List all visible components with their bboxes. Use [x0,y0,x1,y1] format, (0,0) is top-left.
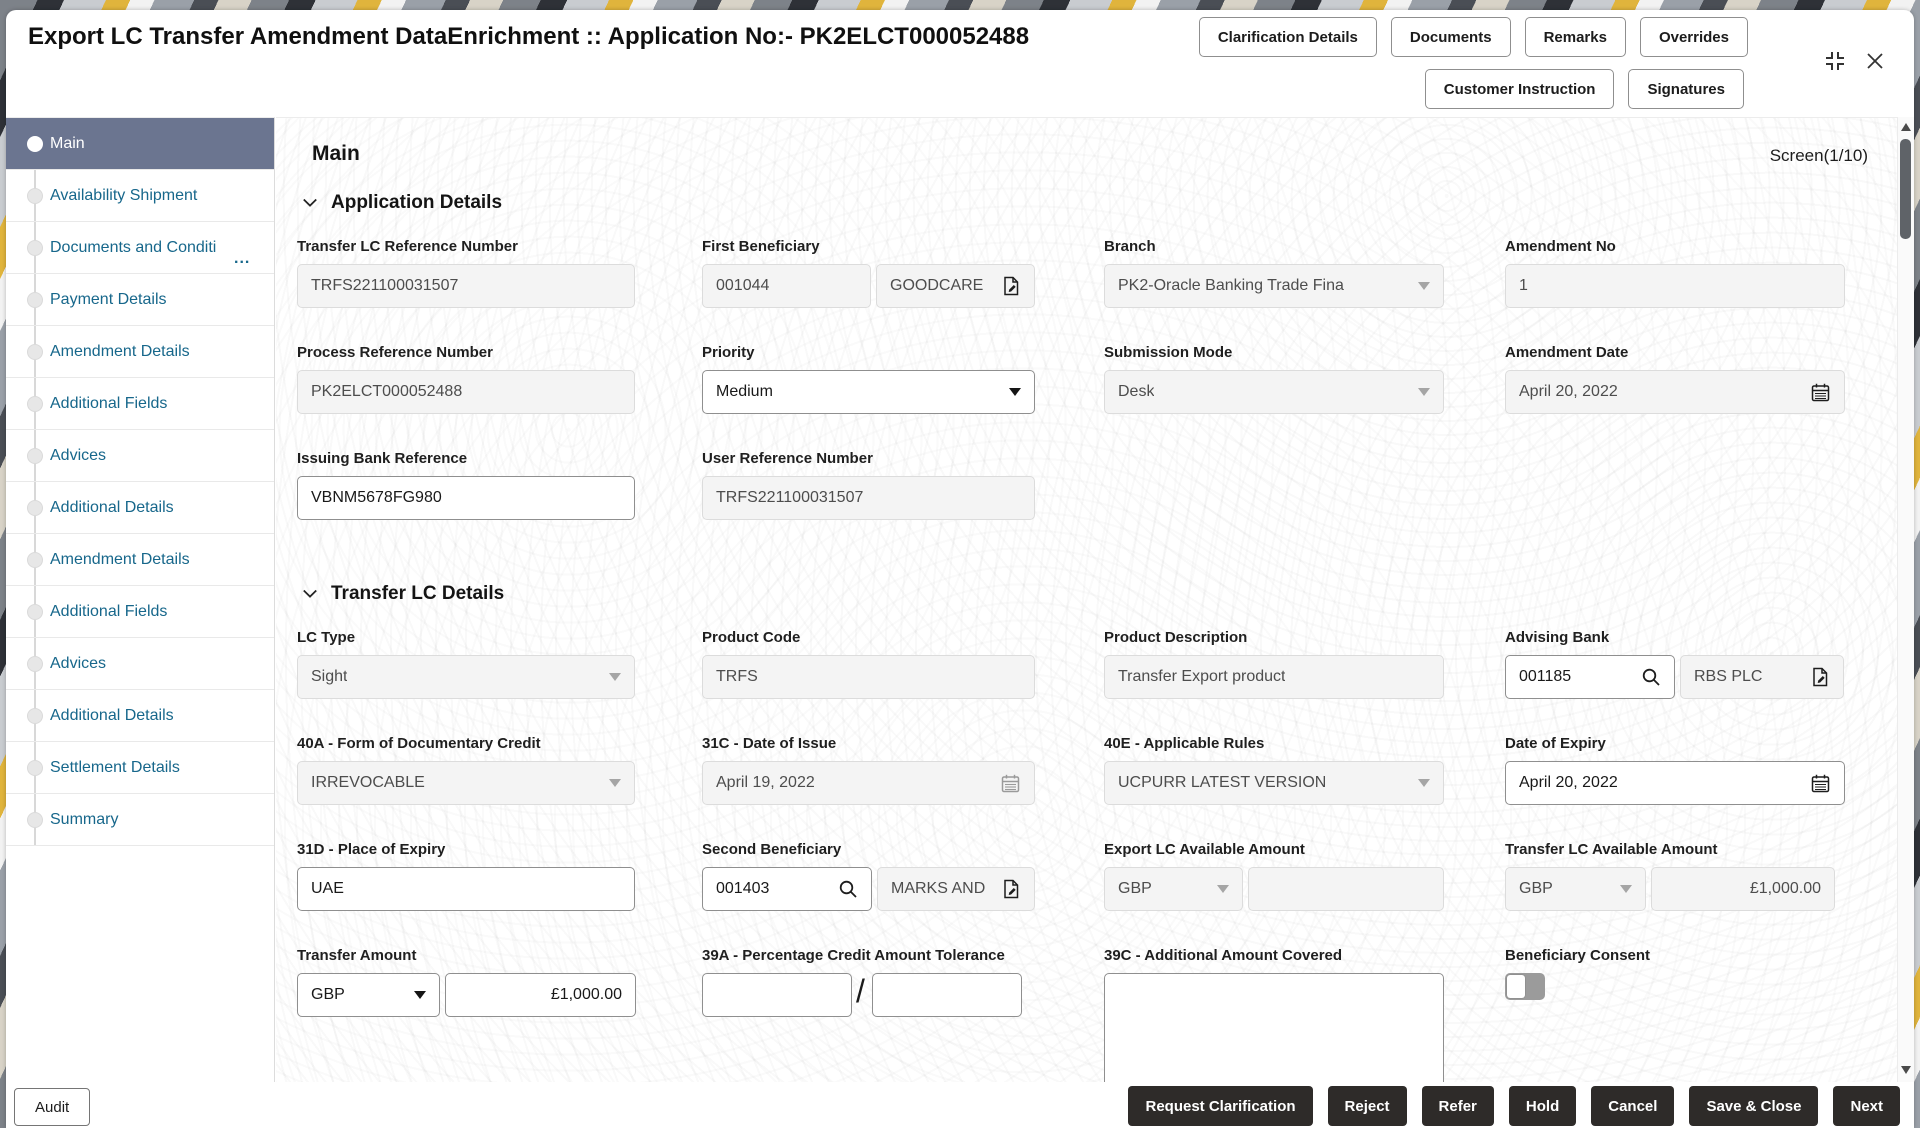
field-amendment-date: Amendment Date April 20, 2022 [1505,344,1845,414]
sidebar-item-settlement-details[interactable]: Settlement Details [6,742,274,794]
step-bullet [27,552,43,568]
transfer-lc-available-amount-input[interactable]: £1,000.00 [1651,867,1835,911]
first-beneficiary-code-input[interactable]: 001044 [702,264,871,308]
first-beneficiary-name-input[interactable]: GOODCARE [876,264,1035,308]
step-bullet [27,396,43,412]
advising-bank-code-input[interactable]: 001185 [1505,655,1675,699]
sidebar-item-payment-details[interactable]: Payment Details [6,274,274,326]
user-reference-input[interactable]: TRFS221100031507 [702,476,1035,520]
sidebar-item-additional-details[interactable]: Additional Details [6,482,274,534]
field-second-beneficiary: Second Beneficiary 001403 MARKS AND [702,841,1035,911]
transfer-lc-details-section-header[interactable]: Transfer LC Details [302,583,504,605]
collapse-icon[interactable] [1822,48,1848,74]
customer-instruction-button[interactable]: Customer Instruction [1425,69,1615,109]
advising-bank-name-input[interactable]: RBS PLC [1680,655,1844,699]
field-place-of-expiry: 31D - Place of Expiry UAE [297,841,635,911]
export-lc-available-amount-input[interactable] [1248,867,1444,911]
clarification-details-button[interactable]: Clarification Details [1199,17,1377,57]
calendar-icon[interactable] [1810,382,1831,403]
calendar-icon[interactable] [1810,773,1831,794]
chevron-down-icon [1620,885,1632,893]
overrides-button[interactable]: Overrides [1640,17,1748,57]
sidebar-item-documents-and-conditions[interactable]: Documents and Conditi ... [6,222,274,274]
chevron-down-icon [1418,282,1430,290]
refer-button[interactable]: Refer [1422,1086,1494,1126]
beneficiary-consent-toggle[interactable] [1505,973,1545,1000]
chevron-down-icon [1418,779,1430,787]
amendment-no-input[interactable]: 1 [1505,264,1845,308]
next-button[interactable]: Next [1833,1086,1900,1126]
footer-action-bar [6,1082,1914,1128]
field-transfer-lc-reference: Transfer LC Reference Number TRFS221100031507 [297,238,635,308]
scrollbar-thumb[interactable] [1900,139,1911,239]
header-actions-row2 [1425,69,1744,109]
step-bullet [27,292,43,308]
field-product-code: Product Code TRFS [702,629,1035,699]
remarks-button[interactable]: Remarks [1525,17,1626,57]
search-icon[interactable] [838,879,858,899]
header-actions-row1 [1199,17,1748,57]
chevron-down-icon [609,673,621,681]
tolerance-minus-input[interactable] [872,973,1022,1017]
sidebar-item-main[interactable]: Main [6,118,274,170]
export-lc-available-currency-select[interactable]: GBP [1104,867,1243,911]
submission-mode-select[interactable]: Desk [1104,370,1444,414]
step-bullet [27,656,43,672]
step-bullet [27,448,43,464]
scroll-up-arrow-icon[interactable] [1901,123,1911,131]
step-bullet [27,760,43,776]
branch-select[interactable]: PK2-Oracle Banking Trade Fina [1104,264,1444,308]
date-of-issue-input[interactable]: April 19, 2022 [702,761,1035,805]
field-priority: Priority Medium [702,344,1035,414]
sidebar [6,117,275,1092]
cancel-button[interactable]: Cancel [1591,1086,1674,1126]
step-bullet [27,240,43,256]
tolerance-plus-input[interactable] [702,973,852,1017]
main-content [276,117,1902,1092]
transfer-amount-input[interactable]: £1,000.00 [445,973,636,1017]
document-edit-icon[interactable] [1810,667,1830,687]
reject-button[interactable]: Reject [1328,1086,1407,1126]
applicable-rules-select[interactable]: UCPURR LATEST VERSION [1104,761,1444,805]
save-close-button[interactable]: Save & Close [1689,1086,1818,1126]
screen-heading: Main [312,142,360,165]
transfer-lc-available-currency-select[interactable]: GBP [1505,867,1646,911]
toggle-knob [1507,975,1525,998]
field-additional-amount-covered: 39C - Additional Amount Covered [1104,947,1444,1123]
document-edit-icon[interactable] [1001,879,1021,899]
window-card [6,10,1914,1128]
field-form-of-documentary-credit: 40A - Form of Documentary Credit IRREVOCABLE [297,735,635,805]
chevron-down-icon [1418,388,1430,396]
priority-select[interactable]: Medium [702,370,1035,414]
audit-button[interactable]: Audit [14,1088,90,1126]
amendment-date-input[interactable]: April 20, 2022 [1505,370,1845,414]
footer-actions [1128,1086,1900,1126]
chevron-down-icon [414,991,426,999]
sidebar-item-additional-details-2[interactable]: Additional Details [6,690,274,742]
sidebar-item-additional-fields[interactable]: Additional Fields [6,378,274,430]
step-bullet [27,500,43,516]
sidebar-item-additional-fields-2[interactable]: Additional Fields [6,586,274,638]
page-title: Export LC Transfer Amendment DataEnrichment :: Application No:- PK2ELCT000052488 [28,23,1030,50]
step-bullet [27,604,43,620]
date-of-expiry-input[interactable]: April 20, 2022 [1505,761,1845,805]
documents-button[interactable]: Documents [1391,17,1511,57]
document-edit-icon[interactable] [1001,276,1021,296]
close-icon[interactable] [1862,48,1888,74]
process-reference-input[interactable]: PK2ELCT000052488 [297,370,635,414]
field-beneficiary-consent: Beneficiary Consent [1505,947,1650,1000]
tolerance-separator: / [856,973,865,1009]
field-transfer-amount: Transfer Amount GBP £1,000.00 [297,947,636,1017]
truncation-ellipsis: ... [234,250,251,267]
transfer-lc-reference-input[interactable]: TRFS221100031507 [297,264,635,308]
field-applicable-rules: 40E - Applicable Rules UCPURR LATEST VERSION [1104,735,1444,805]
field-export-lc-available-amount: Export LC Available Amount GBP [1104,841,1444,911]
product-code-input[interactable]: TRFS [702,655,1035,699]
issuing-bank-reference-input[interactable]: VBNM5678FG980 [297,476,635,520]
sidebar-item-summary[interactable]: Summary [6,794,274,846]
lc-type-select[interactable]: Sight [297,655,635,699]
hold-button[interactable]: Hold [1509,1086,1576,1126]
sidebar-item-availability-shipment[interactable]: Availability Shipment [6,170,274,222]
sidebar-item-amendment-details-2[interactable]: Amendment Details [6,534,274,586]
field-product-description: Product Description Transfer Export product [1104,629,1444,699]
place-of-expiry-input[interactable]: UAE [297,867,635,911]
calendar-icon[interactable] [1000,773,1021,794]
field-advising-bank: Advising Bank 001185 RBS PLC [1505,629,1844,699]
chevron-down-icon [302,587,318,601]
chevron-down-icon [1009,388,1021,396]
step-bullet [27,812,43,828]
application-details-section-header[interactable]: Application Details [302,192,502,214]
field-process-reference: Process Reference Number PK2ELCT000052488 [297,344,635,414]
field-lc-type: LC Type Sight [297,629,635,699]
field-user-reference: User Reference Number TRFS221100031507 [702,450,1035,520]
field-transfer-lc-available-amount: Transfer LC Available Amount GBP £1,000.00 [1505,841,1835,911]
step-bullet [27,188,43,204]
field-tolerance: 39A - Percentage Credit Amount Tolerance / [702,947,1022,1017]
second-beneficiary-name-input[interactable]: MARKS AND [877,867,1035,911]
field-issuing-bank-reference: Issuing Bank Reference VBNM5678FG980 [297,450,635,520]
field-submission-mode: Submission Mode Desk [1104,344,1444,414]
second-beneficiary-code-input[interactable]: 001403 [702,867,872,911]
sidebar-item-advices[interactable]: Advices [6,430,274,482]
chevron-down-icon [609,779,621,787]
field-amendment-no: Amendment No 1 [1505,238,1845,308]
chevron-down-icon [302,196,318,210]
signatures-button[interactable]: Signatures [1628,69,1744,109]
transfer-amount-currency-select[interactable]: GBP [297,973,440,1017]
chevron-down-icon [1217,885,1229,893]
field-date-of-issue: 31C - Date of Issue April 19, 2022 [702,735,1035,805]
field-branch: Branch PK2-Oracle Banking Trade Fina [1104,238,1444,308]
sidebar-item-amendment-details[interactable]: Amendment Details [6,326,274,378]
step-bullet [27,344,43,360]
search-icon[interactable] [1641,667,1661,687]
request-clarification-button[interactable]: Request Clarification [1128,1086,1312,1126]
field-date-of-expiry: Date of Expiry April 20, 2022 [1505,735,1845,805]
screen-indicator: Screen(1/10) [1769,146,1868,165]
form-of-documentary-credit-select[interactable]: IRREVOCABLE [297,761,635,805]
vertical-scrollbar[interactable] [1897,117,1914,1082]
field-first-beneficiary: First Beneficiary 001044 GOODCARE [702,238,1035,308]
product-description-input[interactable]: Transfer Export product [1104,655,1444,699]
scroll-down-arrow-icon[interactable] [1901,1066,1911,1074]
step-bullet [27,708,43,724]
step-bullet [27,136,43,152]
sidebar-item-advices-2[interactable]: Advices [6,638,274,690]
